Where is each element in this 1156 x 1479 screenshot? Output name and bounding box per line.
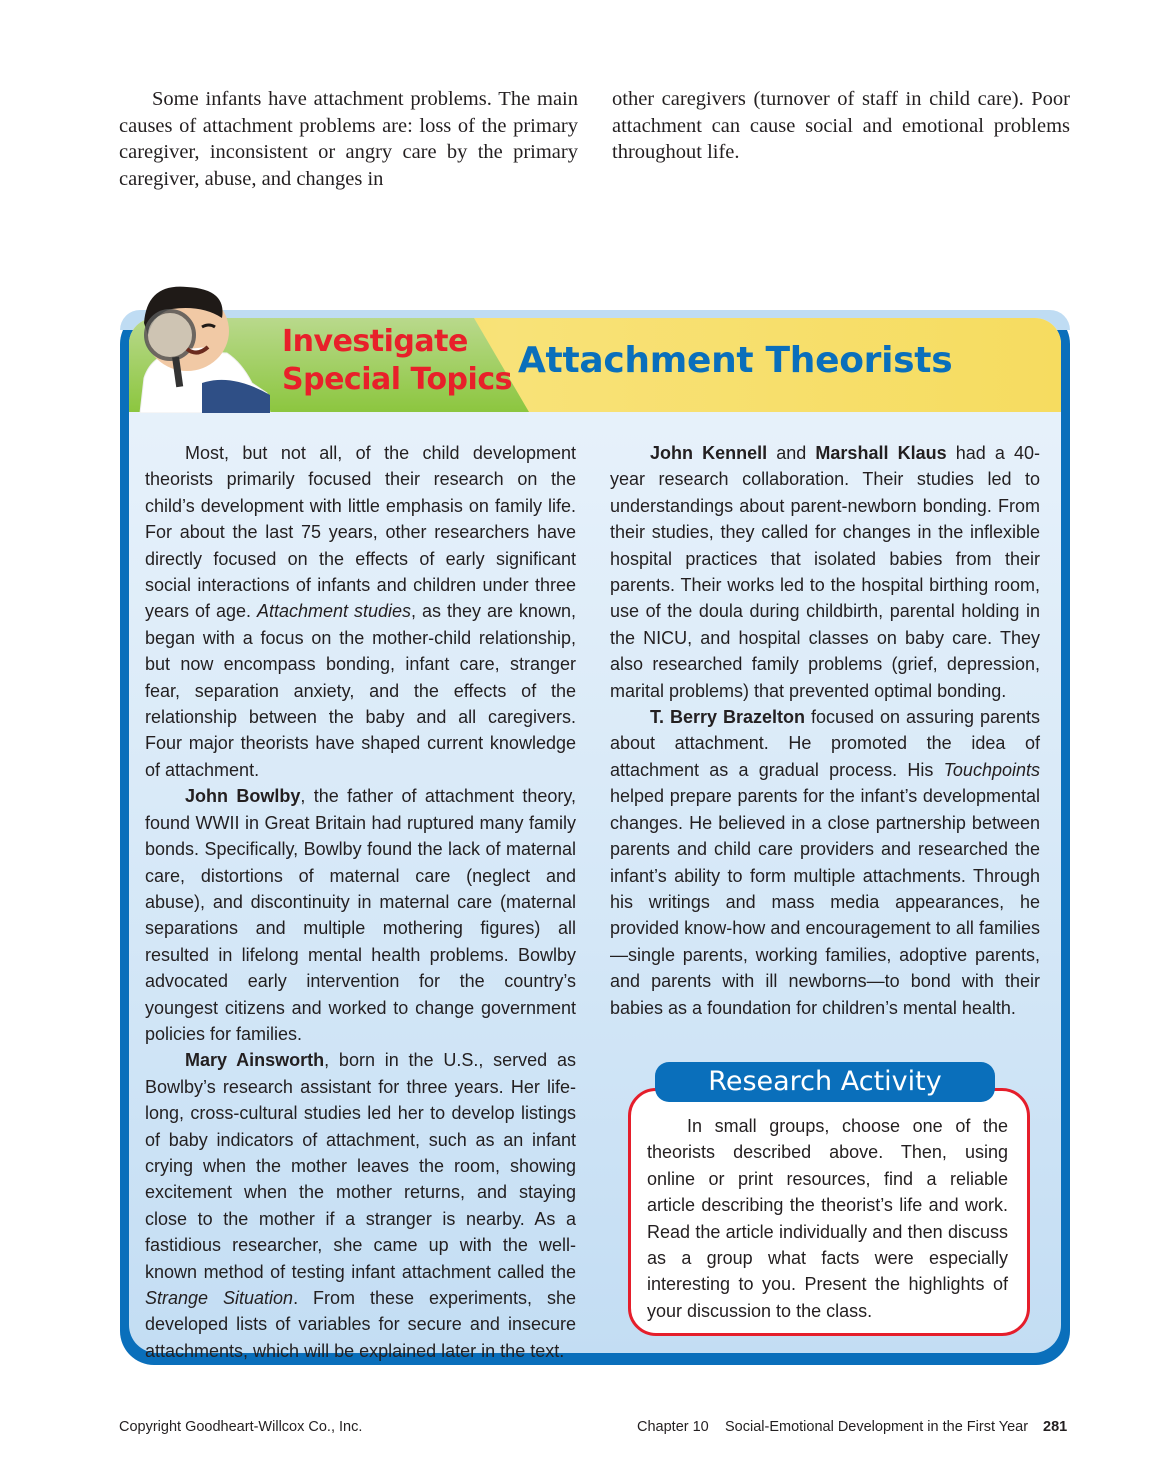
child-with-magnifier-image: [132, 283, 272, 413]
text: , born in the U.S., served as Bowlby’s research assistant for three years. Her life-long, cross-cultural studies led her to develop listings of baby indicators of attachment, such as an infant crying when the mother leaves the room, showing excitement when the mother returns, and staying close to the mother if a stranger is nearby. As a fastidious researcher, she came up with the well-known method of testing infant attachment called the: [145, 1050, 576, 1282]
feature-right-column: [610, 440, 1040, 1021]
page-number: 281: [1043, 1419, 1068, 1435]
feature-kicker: [282, 323, 512, 399]
feature-left-column: [145, 440, 576, 1364]
paragraph-bowlby: [145, 783, 576, 1047]
name-t-berry-brazelton: T. Berry Brazelton: [650, 707, 805, 728]
intro-right-column: [612, 86, 1070, 166]
text: , as they are known, began with a focus on the mother-child relationship, but now encompass bonding, infant care, stranger fear, separation anxiety, and the effects of the relationship between the baby and all caregivers. Four major theorists have shaped current knowledge of attachment.: [145, 601, 576, 780]
footer-copyright: Copyright Goodheart-Willcox Co., Inc.: [119, 1419, 363, 1435]
name-john-bowlby: John Bowlby: [185, 786, 301, 807]
term-attachment-studies: Attachment studies: [256, 601, 412, 622]
footer-chapter: Chapter 10: [637, 1419, 709, 1435]
name-john-kennell: John Kennell: [650, 443, 768, 463]
intro-left-column: [119, 86, 578, 192]
paragraph-attachment-studies: [145, 440, 576, 783]
text: focused on assuring parents about attachment. He promoted the idea of attachment as a gradual process. His: [610, 707, 1040, 780]
text: and: [767, 443, 816, 463]
intro-paragraph: Some infants have attachment problems. The main causes of attachment problems are: loss of the primary caregiver, inconsistent or angry care by the primary caregiver, abuse, and changes in: [119, 88, 578, 190]
term-touchpoints: Touchpoints: [943, 759, 1040, 780]
research-activity-paragraph: In small groups, choose one of the theorists described above. Then, using online or print resources, find a reliable article describing the theorist’s life and work. Read the article individually and then discuss as a group what facts were especially interesting to you. Present the highlights of your discussion to the class.: [647, 1116, 1008, 1321]
text: , the father of attachment theory, found WWII in Great Britain had ruptured many family bonds. Specifically, Bowlby found the lack of maternal care, distortions of maternal care (neglect and abuse), and discontinuity in maternal care (maternal separations and multiple mothering figures) all resulted in lifelong mental health problems. Bowlby advocated early intervention for the country’s youngest citizens and worked to change government policies for families.: [145, 786, 577, 1044]
kicker-line-1: Investigate: [282, 324, 468, 359]
research-activity-title: Research Activity: [655, 1062, 995, 1102]
paragraph-brazelton: [610, 704, 1040, 1021]
footer-chapter-title: Social-Emotional Development in the First Year: [725, 1419, 1029, 1435]
text: Most, but not all, of the child development theorists primarily focused their research on the child’s development with little emphasis on family life. For about the last 75 years, other researchers have directly focused on the effects of early significant social interactions of infants and children under three years of age.: [145, 443, 576, 622]
paragraph-kennell-klaus: [610, 440, 1040, 704]
name-mary-ainsworth: Mary Ainsworth: [185, 1050, 325, 1071]
name-marshall-klaus: Marshall Klaus: [815, 443, 947, 463]
intro-paragraph-continued: other caregivers (turnover of staff in child care). Poor attachment can cause social and emotional problems throughout life.: [612, 88, 1070, 164]
text: helped prepare parents for the infant’s developmental changes. He believed in a close partnership between parents and child care providers and researched the infant’s ability to form multiple attachments. Through his writings and mass media appearances, he provided know-how and encouragement to all families—single parents, working families, adoptive parents, and parents with ill newborns—to bond with their babies as a foundation for children’s mental health.: [610, 786, 1040, 1018]
kicker-line-2: Special Topics: [282, 362, 512, 397]
text: had a 40-year research collaboration. Their studies led to understandings about parent-newborn bonding. From their studies, they called for changes in the inflexible hospital practices that isolated babies from their parents. Their works led to the hospital birthing room, use of the doula during childbirth, parental holding in the NICU, and hospital classes on baby care. They also researched family problems (grief, depression, marital problems) that prevented optimal bonding.: [610, 443, 1041, 701]
text: . From these experiments, she developed lists of variables for secure and insecure attachments, which will be explained later in the text.: [145, 1288, 576, 1361]
research-activity-text: [647, 1113, 1008, 1324]
paragraph-ainsworth: [145, 1047, 576, 1364]
feature-title: Attachment Theorists: [518, 340, 953, 381]
term-strange-situation: Strange Situation: [145, 1288, 294, 1308]
